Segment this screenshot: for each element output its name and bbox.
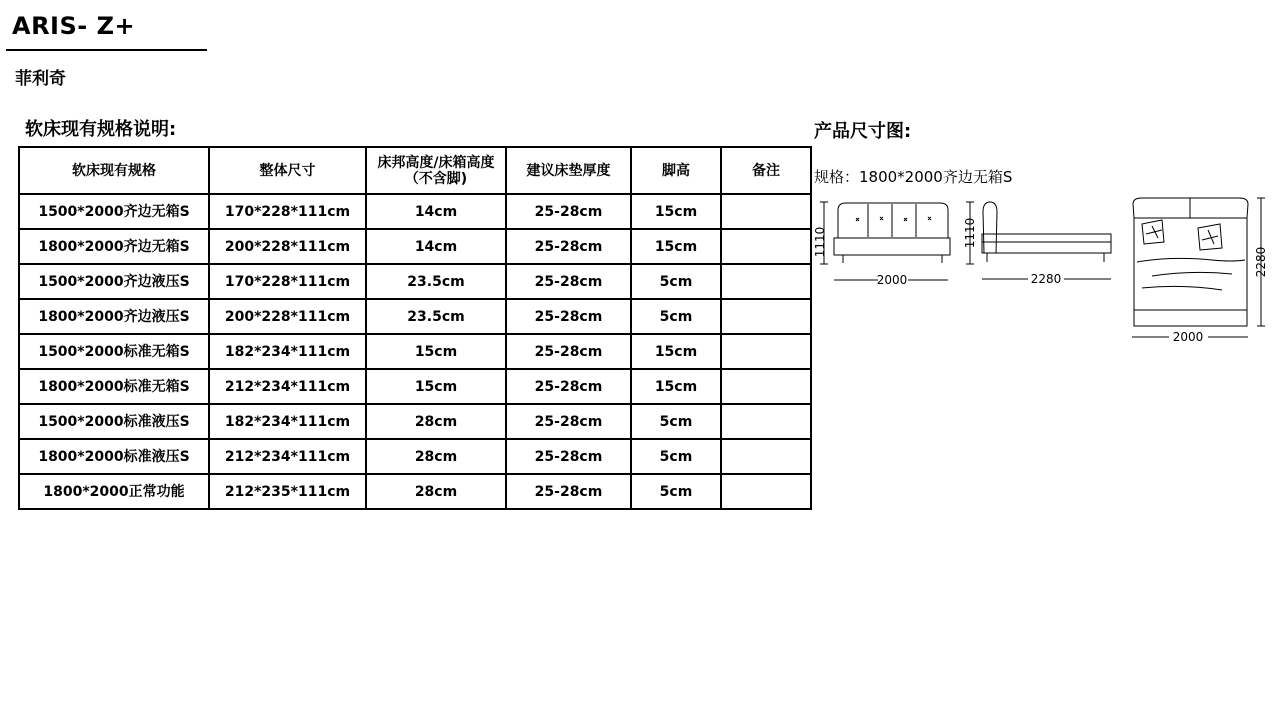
cell-frame-height: 23.5cm (366, 264, 506, 299)
col-header-notes: 备注 (721, 147, 811, 194)
cell-leg-height: 15cm (631, 369, 721, 404)
col-header-mattress: 建议床垫厚度 (506, 147, 631, 194)
spec-table-heading: 软床现有规格说明: (25, 119, 177, 140)
top-length-label: 2280 (1254, 246, 1268, 278)
cell-leg-height: 5cm (631, 439, 721, 474)
cell-spec: 1800*2000齐边液压S (19, 299, 209, 334)
cell-spec: 1800*2000标准无箱S (19, 369, 209, 404)
cell-mattress: 25-28cm (506, 369, 631, 404)
cell-leg-height: 5cm (631, 474, 721, 509)
cell-size: 182*234*111cm (209, 404, 366, 439)
cell-spec: 1500*2000齐边无箱S (19, 194, 209, 229)
cell-size: 170*228*111cm (209, 194, 366, 229)
cell-size: 170*228*111cm (209, 264, 366, 299)
front-view-drawing (820, 202, 950, 280)
cell-notes (721, 334, 811, 369)
cell-mattress: 25-28cm (506, 474, 631, 509)
cell-spec: 1500*2000标准液压S (19, 404, 209, 439)
cell-frame-height: 28cm (366, 474, 506, 509)
cell-notes (721, 369, 811, 404)
diagram-heading: 产品尺寸图: (814, 121, 912, 142)
cell-spec: 1800*2000标准液压S (19, 439, 209, 474)
cell-spec: 1800*2000正常功能 (19, 474, 209, 509)
side-length-label: 2280 (1030, 272, 1062, 286)
cell-spec: 1500*2000标准无箱S (19, 334, 209, 369)
cell-leg-height: 15cm (631, 194, 721, 229)
col-header-leg-height: 脚高 (631, 147, 721, 194)
cell-size: 200*228*111cm (209, 229, 366, 264)
cell-mattress: 25-28cm (506, 439, 631, 474)
table-row (19, 194, 811, 229)
cell-frame-height: 28cm (366, 404, 506, 439)
col-header-frame-height: 床邦高度/床箱高度（不含脚) (366, 147, 506, 194)
table-row (19, 439, 811, 474)
cell-leg-height: 15cm (631, 334, 721, 369)
cell-size: 182*234*111cm (209, 334, 366, 369)
front-width-label: 2000 (876, 273, 908, 287)
cell-spec: 1800*2000齐边无箱S (19, 229, 209, 264)
table-row (19, 474, 811, 509)
col-header-size: 整体尺寸 (209, 147, 366, 194)
front-height-label: 1110 (813, 226, 827, 258)
diagram-spec-label: 规格：1800*2000齐边无箱S (814, 168, 1013, 186)
product-dimension-drawing (812, 190, 1272, 350)
table-row (19, 334, 811, 369)
cell-notes (721, 439, 811, 474)
top-width-label: 2000 (1172, 330, 1204, 344)
table-row (19, 404, 811, 439)
cell-mattress: 25-28cm (506, 194, 631, 229)
cell-notes (721, 229, 811, 264)
cell-frame-height: 15cm (366, 334, 506, 369)
cell-size: 212*235*111cm (209, 474, 366, 509)
table-row (19, 264, 811, 299)
cell-frame-height: 28cm (366, 439, 506, 474)
cell-notes (721, 299, 811, 334)
table-row (19, 369, 811, 404)
cell-leg-height: 5cm (631, 299, 721, 334)
cell-spec: 1500*2000齐边液压S (19, 264, 209, 299)
cell-mattress: 25-28cm (506, 264, 631, 299)
cell-mattress: 25-28cm (506, 299, 631, 334)
cell-leg-height: 5cm (631, 264, 721, 299)
cell-notes (721, 474, 811, 509)
product-title: ARIS- Z+ (12, 12, 136, 40)
cell-leg-height: 5cm (631, 404, 721, 439)
cell-notes (721, 264, 811, 299)
cell-frame-height: 23.5cm (366, 299, 506, 334)
brand-name: 菲利奇 (15, 69, 66, 89)
title-underline (6, 49, 207, 51)
table-header-row (19, 147, 811, 194)
cell-mattress: 25-28cm (506, 404, 631, 439)
cell-size: 212*234*111cm (209, 439, 366, 474)
side-height-label: 1110 (963, 217, 977, 249)
cell-frame-height: 14cm (366, 194, 506, 229)
cell-leg-height: 15cm (631, 229, 721, 264)
cell-mattress: 25-28cm (506, 229, 631, 264)
cell-frame-height: 15cm (366, 369, 506, 404)
top-view-drawing (1132, 198, 1265, 337)
cell-size: 200*228*111cm (209, 299, 366, 334)
cell-size: 212*234*111cm (209, 369, 366, 404)
cell-notes (721, 194, 811, 229)
cell-mattress: 25-28cm (506, 334, 631, 369)
table-row (19, 299, 811, 334)
col-header-spec: 软床现有规格 (19, 147, 209, 194)
cell-notes (721, 404, 811, 439)
table-row (19, 229, 811, 264)
side-view-drawing (966, 202, 1111, 279)
spec-table (18, 146, 812, 510)
cell-frame-height: 14cm (366, 229, 506, 264)
